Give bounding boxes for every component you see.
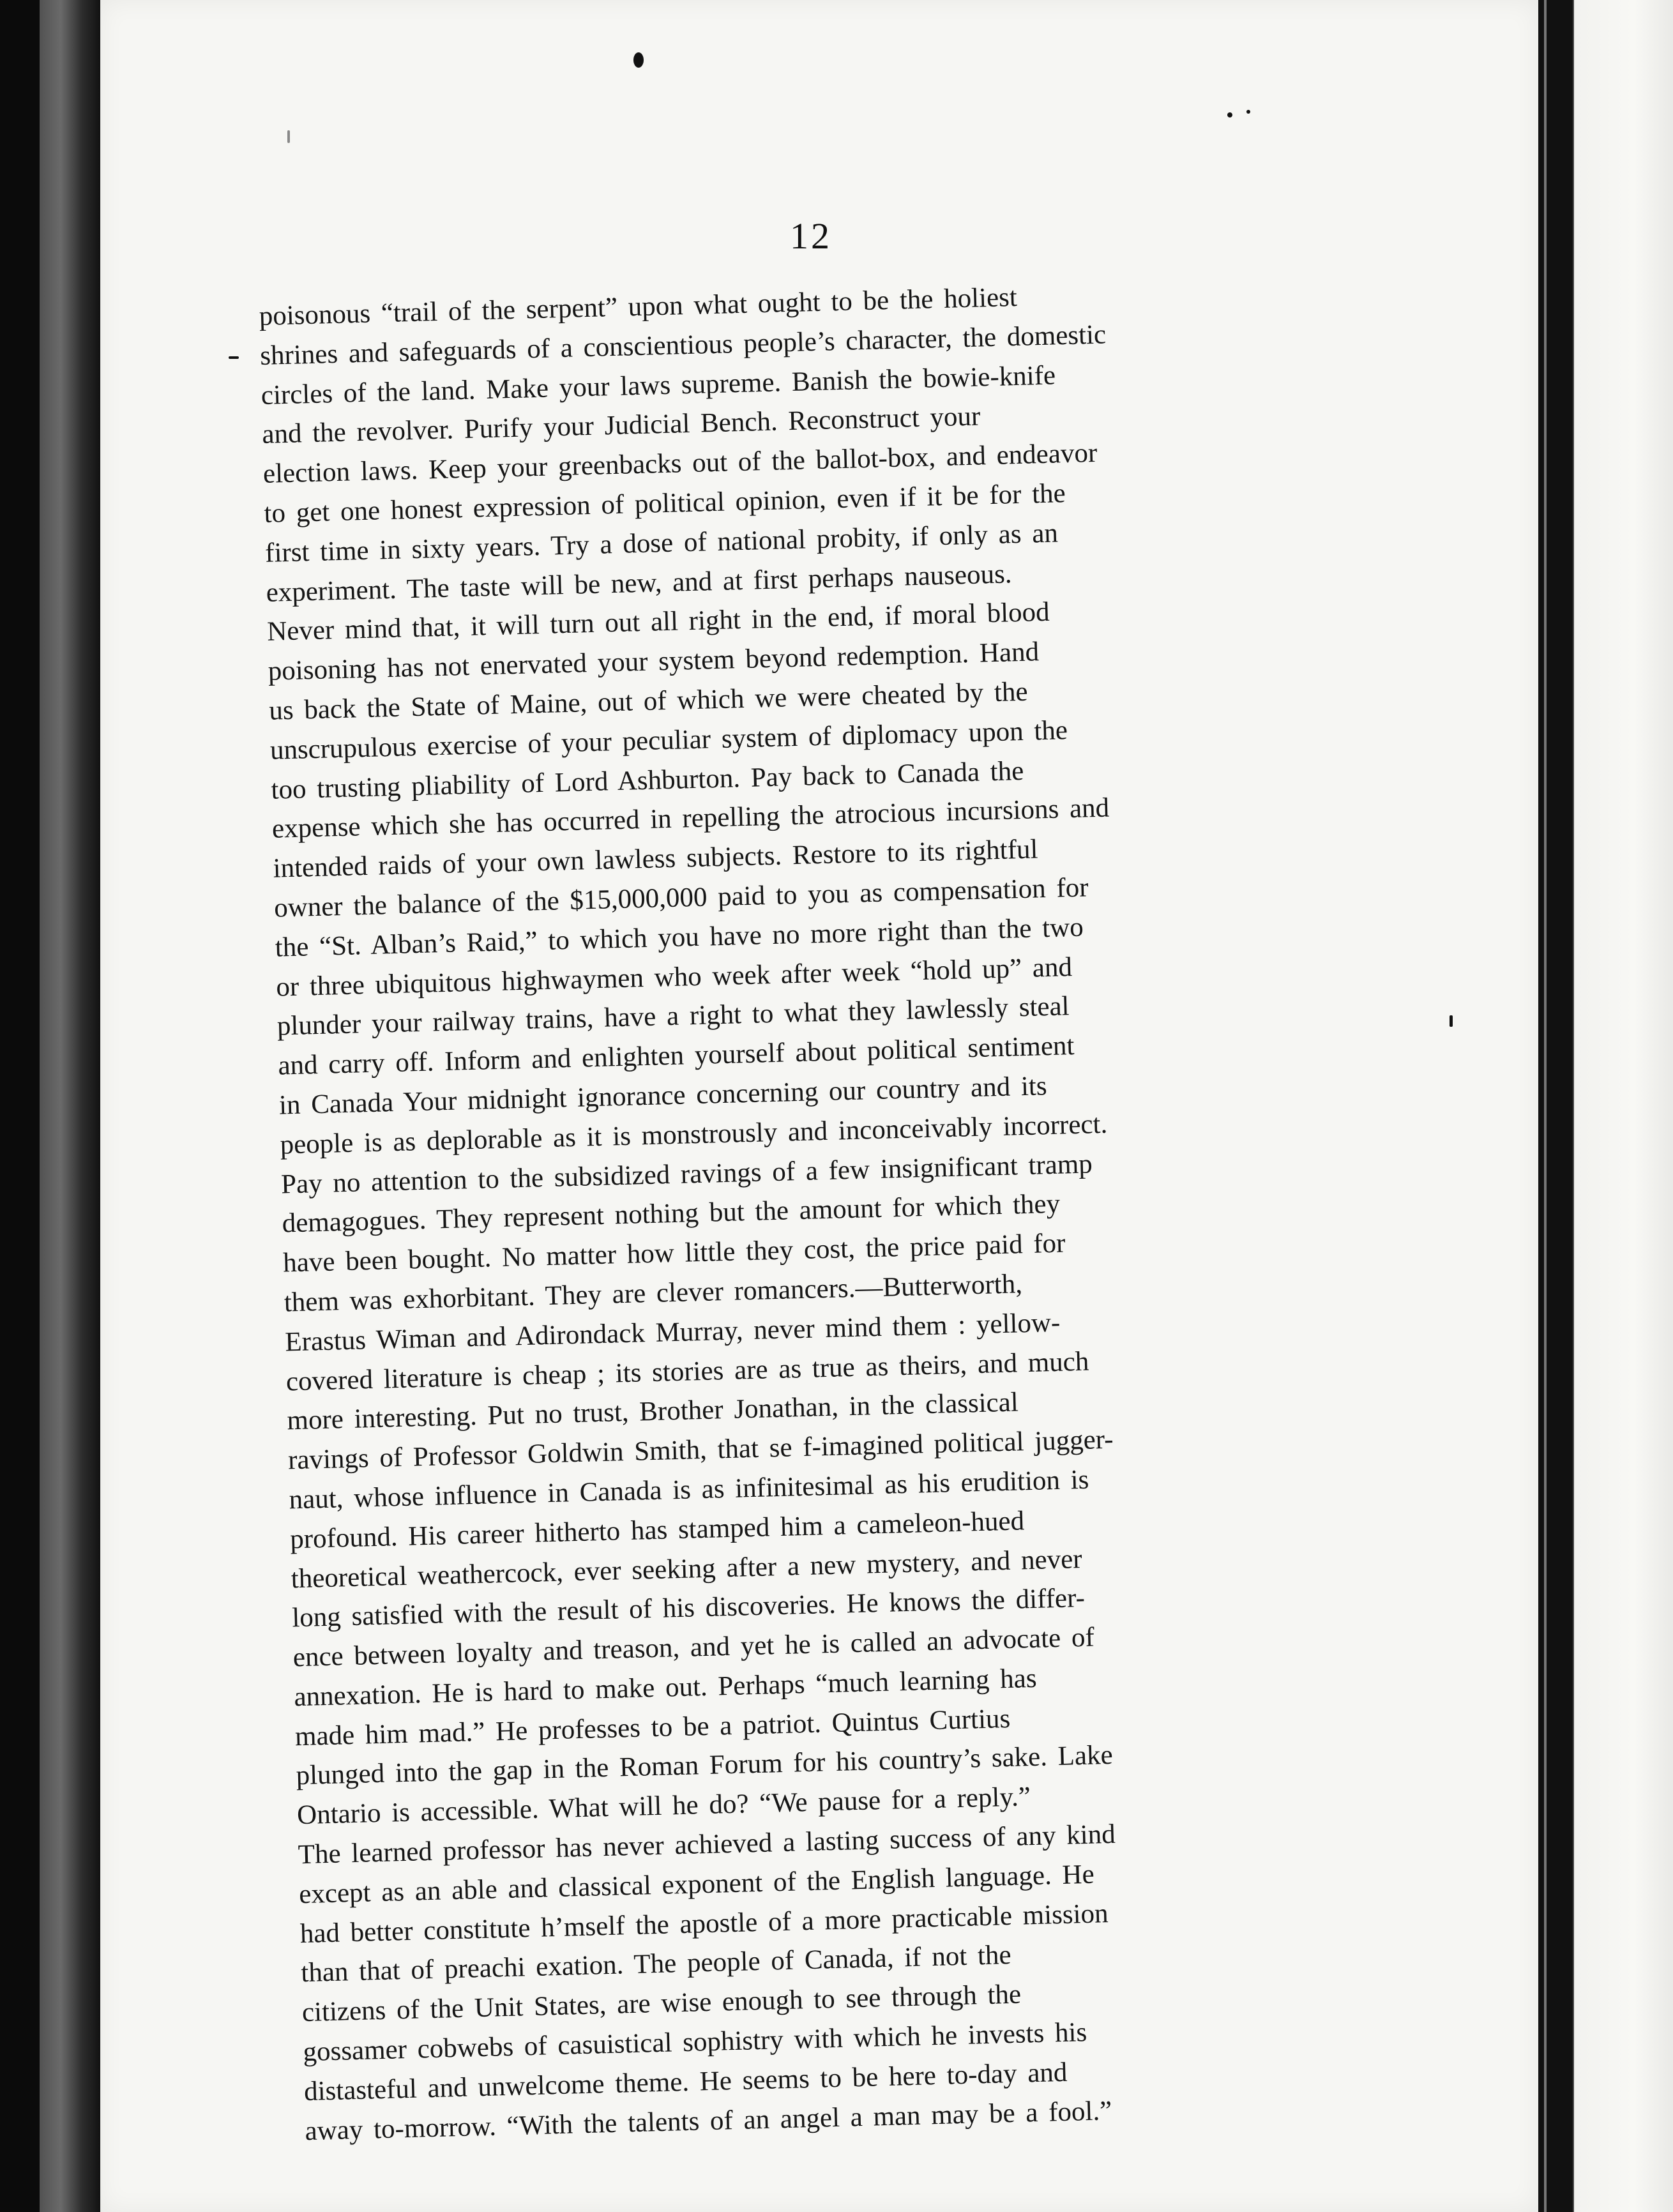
- text-line: distasteful and unwelcome theme. He seems to be here to-day and: [303, 2057, 1068, 2107]
- right-page-edge: [1573, 0, 1673, 2212]
- text-line: Never mind that, it will turn out all right in the end, if moral blood: [266, 597, 1050, 648]
- page-number: 12: [790, 215, 832, 257]
- text-line: have been bought. No matter how little they cost, the price paid for: [282, 1228, 1066, 1278]
- text-line: to get one honest expression of political opinion, even if it be for the: [263, 478, 1066, 529]
- text-line: than that of preachi exation. The people of Canada, if not the: [300, 1940, 1012, 1989]
- text-line: had better constitute h’mself the apostle of a more practicable mission: [299, 1898, 1109, 1949]
- text-line: theoretical weathercock, ever seeking after a new mystery, and never: [291, 1543, 1083, 1594]
- text-line: too trusting pliability of Lord Ashburton. Pay back to Canada the: [270, 755, 1024, 805]
- text-line: gossamer cobwebs of casuistical sophistry with which he invests his: [302, 2017, 1087, 2068]
- text-line: naut, whose influence in Canada is as infinitesimal as his erudition is: [289, 1464, 1089, 1515]
- text-line: ravings of Professor Goldwin Smith, that se f-imagined political jugger-: [287, 1424, 1114, 1476]
- text-line: ence between loyalty and treason, and yet he is called an advocate of: [292, 1622, 1095, 1673]
- text-line: except as an able and classical exponent of the English language. He: [298, 1859, 1095, 1910]
- text-line: first time in sixty years. Try a dose of national probity, if only as an: [264, 518, 1059, 568]
- text-line: annexation. He is hard to make out. Perhaps “much learning has: [293, 1663, 1038, 1713]
- text-line: and the revolver. Purify your Judicial Bench. Reconstruct your: [261, 401, 981, 450]
- text-line: poisoning has not enervated your system beyond redemption. Hand: [268, 637, 1040, 686]
- text-line: experiment. The taste will be new, and at first perhaps nauseous.: [266, 558, 1013, 608]
- body-text: [259, 269, 1404, 2151]
- text-line: Pay no attention to the subsidized ravings of a few insignificant tramp: [280, 1148, 1093, 1200]
- text-line: people is as deplorable as it is monstrously and inconceivably incorrect.: [280, 1109, 1108, 1160]
- left-page-edge: [40, 0, 100, 2212]
- text-line: the “St. Alban’s Raid,” to which you have no more right than the two: [275, 912, 1084, 963]
- text-line: shrines and safeguards of a conscientious people’s character, the domestic: [259, 319, 1107, 371]
- text-line: Ontario is accessible. What will he do? “We pause for a reply.”: [296, 1782, 1031, 1831]
- text-line: and carry off. Inform and enlighten yourself about political sentiment: [277, 1031, 1075, 1081]
- text-line: demagogues. They represent nothing but the amount for which they: [282, 1189, 1061, 1239]
- text-line: us back the State of Maine, out of which we were cheated by the: [268, 676, 1029, 726]
- text-line: expense which she has occurred in repelling the atrocious incursions and: [271, 792, 1110, 845]
- text-line: The learned professor has never achieved a lasting success of any kind: [298, 1819, 1116, 1870]
- ink-mark-top: [633, 52, 644, 68]
- text-line: owner the balance of the $15,000,000 paid to you as compensation for: [273, 872, 1089, 923]
- ink-dot-top-right-2: [1246, 110, 1250, 114]
- margin-dash-mark: [229, 356, 239, 359]
- text-line: poisonous “trail of the serpent” upon what ought to be the holiest: [259, 282, 1018, 331]
- text-line: in Canada Your midnight ignorance concerning our country and its: [278, 1071, 1048, 1121]
- text-line: or three ubiquitous highwaymen who week after week “hold up” and: [275, 951, 1073, 1003]
- margin-tick-mark: [1450, 1015, 1453, 1027]
- text-line: away to-morrow. “With the talents of an angel a man may be a fool.”: [305, 2095, 1112, 2146]
- text-line: intended raids of your own lawless subjects. Restore to its rightful: [273, 834, 1039, 884]
- text-line: long satisfied with the result of his discoveries. He knows the differ-: [291, 1583, 1086, 1633]
- text-line: plunder your railway trains, have a right to what they lawlessly steal: [276, 991, 1070, 1042]
- text-line: circles of the land. Make your laws supreme. Banish the bowie-knife: [261, 360, 1056, 411]
- text-line: made him mad.” He professes to be a patriot. Quintus Curtius: [294, 1703, 1011, 1752]
- spine-line: [1544, 0, 1547, 2212]
- text-line: them was exhorbitant. They are clever romancers.—Butterworth,: [284, 1269, 1023, 1318]
- ink-dot-top-right: [1227, 112, 1232, 117]
- faint-margin-mark: [287, 130, 290, 143]
- text-line: more interesting. Put no trust, Brother Jonathan, in the classical: [286, 1387, 1019, 1436]
- text-line: unscrupulous exercise of your peculiar system of diplomacy upon the: [269, 715, 1068, 766]
- text-line: election laws. Keep your greenbacks out of the ballot-box, and endeavor: [262, 438, 1098, 490]
- text-line: plunged into the gap in the Roman Forum for his country’s sake. Lake: [296, 1740, 1114, 1791]
- text-line: covered literature is cheap ; its stories are as true as theirs, and much: [285, 1346, 1089, 1397]
- text-line: Erastus Wiman and Adirondack Murray, never mind them : yellow-: [284, 1307, 1061, 1358]
- text-line: citizens of the Unit States, are wise enough to see through the: [301, 1979, 1022, 2028]
- text-line: profound. His career hitherto has stamped him a cameleon-hued: [289, 1505, 1025, 1555]
